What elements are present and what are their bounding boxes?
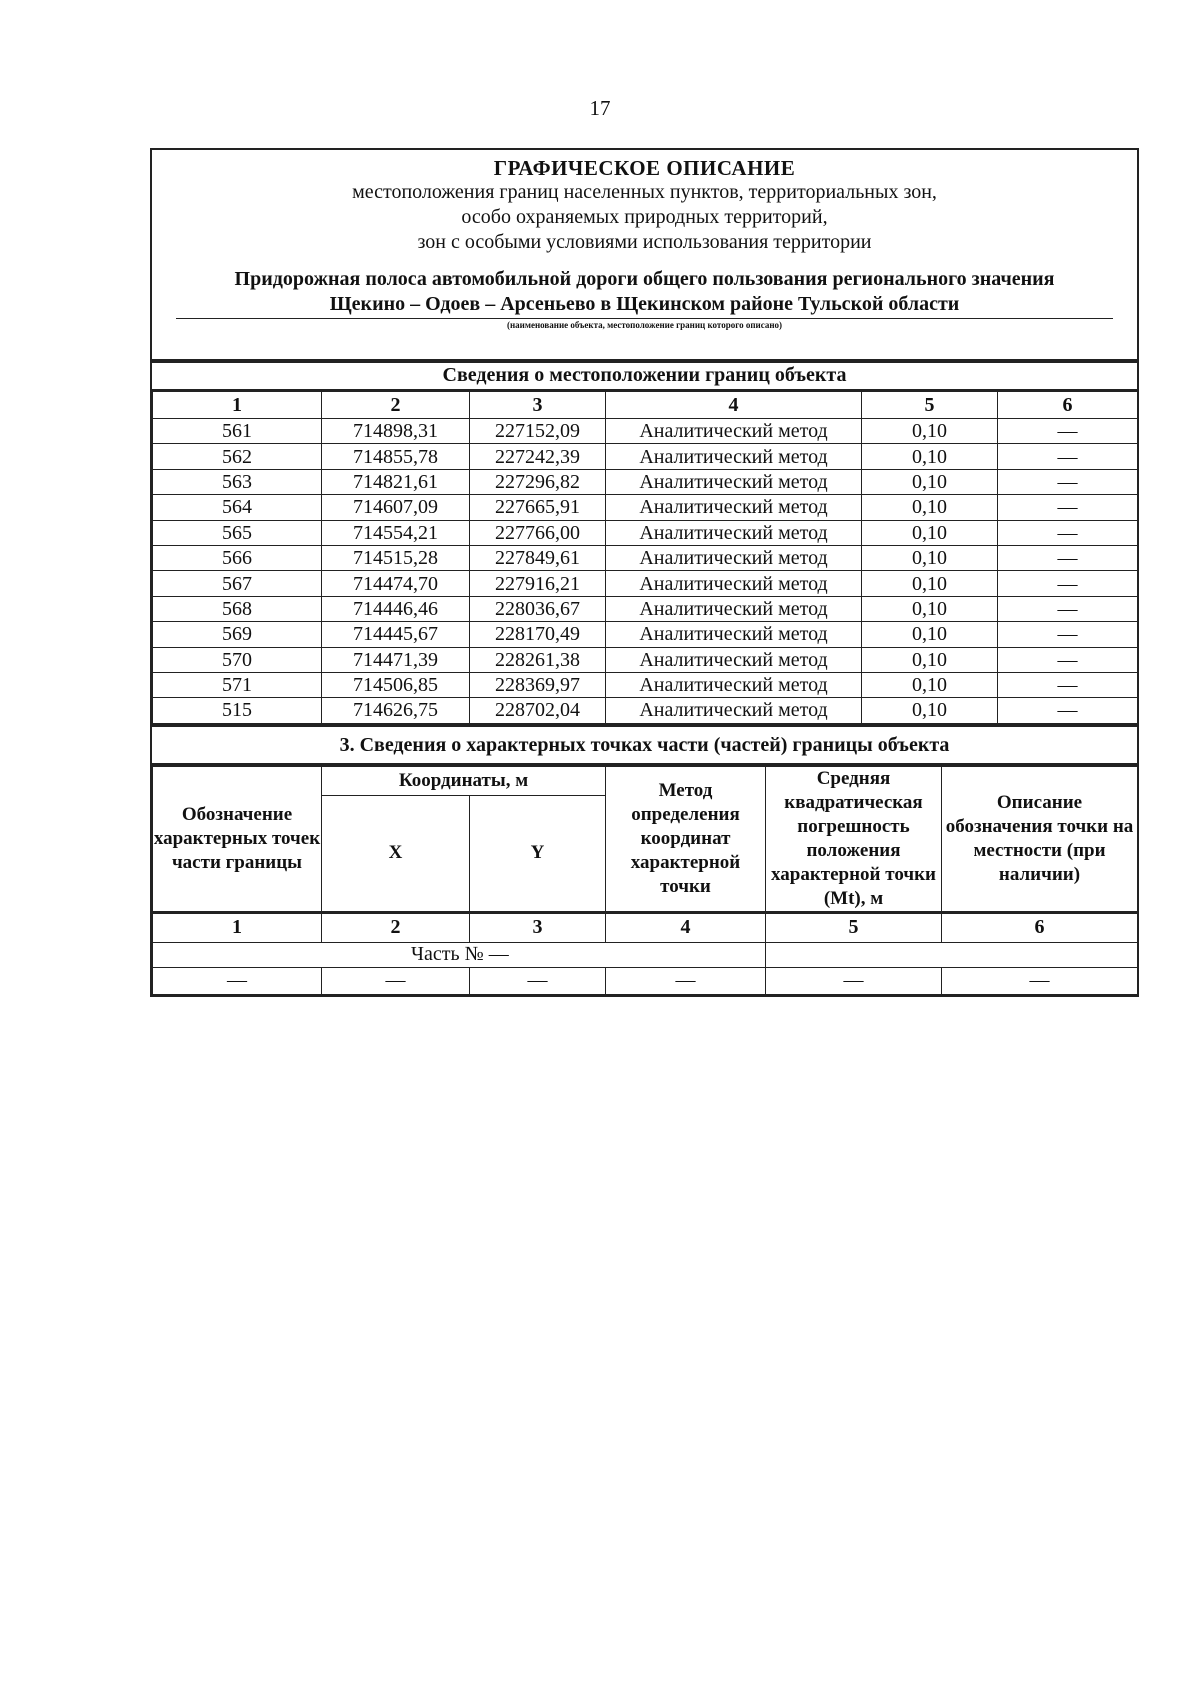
table-row: [153, 596, 1138, 621]
table-cell: Аналитический метод: [606, 419, 862, 444]
table-cell: 228036,67: [470, 596, 606, 621]
table-cell: 228261,38: [470, 647, 606, 672]
table-row: [153, 520, 1138, 545]
column-number: 2: [322, 392, 470, 419]
document-frame: [150, 148, 1139, 997]
object-name-underline: [176, 318, 1113, 319]
table-cell: 515: [153, 698, 322, 723]
part-row-empty: [766, 942, 1138, 967]
table-row: [153, 444, 1138, 469]
table-cell: 564: [153, 495, 322, 520]
table-cell: Аналитический метод: [606, 647, 862, 672]
table-cell: 714607,09: [322, 495, 470, 520]
table-cell: 228170,49: [470, 622, 606, 647]
table-cell: 567: [153, 571, 322, 596]
table-row: [153, 469, 1138, 494]
table-cell: 714474,70: [322, 571, 470, 596]
column-number: 1: [153, 912, 322, 942]
table-cell: —: [998, 647, 1138, 672]
column-number: 6: [998, 392, 1138, 419]
header-coordinates: Координаты, м: [322, 766, 606, 795]
table-cell: —: [766, 967, 942, 994]
table-cell: —: [998, 571, 1138, 596]
column-number: 2: [322, 912, 470, 942]
empty-points-row: [153, 967, 1138, 994]
table-cell: 714445,67: [322, 622, 470, 647]
table-cell: —: [998, 520, 1138, 545]
table-cell: 714515,28: [322, 545, 470, 570]
table-cell: Аналитический метод: [606, 698, 862, 723]
table-cell: 227242,39: [470, 444, 606, 469]
table-cell: 714626,75: [322, 698, 470, 723]
table-cell: Аналитический метод: [606, 545, 862, 570]
table-row: [153, 672, 1138, 697]
table-cell: 0,10: [862, 622, 998, 647]
table-cell: Аналитический метод: [606, 444, 862, 469]
table-cell: Аналитический метод: [606, 469, 862, 494]
table-cell: Аналитический метод: [606, 596, 862, 621]
table-cell: 227665,91: [470, 495, 606, 520]
table-row: [153, 571, 1138, 596]
subtitle-line-1: местоположения границ населенных пунктов, территориальных зон,: [352, 181, 937, 203]
table-cell: 571: [153, 672, 322, 697]
table-cell: —: [470, 967, 606, 994]
column-number: 1: [153, 392, 322, 419]
table-cell: Аналитический метод: [606, 672, 862, 697]
table-cell: 714855,78: [322, 444, 470, 469]
table-cell: —: [153, 967, 322, 994]
object-name-line-1: Придорожная полоса автомобильной дороги общего пользования регионального значения: [234, 268, 1055, 290]
table-cell: 568: [153, 596, 322, 621]
table-cell: —: [606, 967, 766, 994]
header-y: Y: [470, 795, 606, 912]
table-row: [153, 647, 1138, 672]
table-cell: 0,10: [862, 545, 998, 570]
table-row: [153, 545, 1138, 570]
table-cell: —: [998, 469, 1138, 494]
table-cell: 0,10: [862, 520, 998, 545]
table-cell: 566: [153, 545, 322, 570]
table-cell: 714446,46: [322, 596, 470, 621]
part-label: Часть № —: [153, 942, 766, 967]
table-cell: —: [998, 698, 1138, 723]
page-number: 17: [589, 96, 611, 120]
table-cell: —: [998, 622, 1138, 647]
section3-title: 3. Сведения о характерных точках части (частей) границы объекта: [152, 724, 1137, 766]
coordinates-table-body: [153, 392, 1138, 724]
table-cell: Аналитический метод: [606, 622, 862, 647]
table-cell: —: [998, 444, 1138, 469]
header-method: Метод определения координат характерной точки: [606, 766, 766, 912]
column-number: 5: [862, 392, 998, 419]
coordinates-column-numbers: [153, 392, 1138, 419]
table-cell: 714898,31: [322, 419, 470, 444]
table-cell: 0,10: [862, 495, 998, 520]
table-cell: 562: [153, 444, 322, 469]
table-cell: 227152,09: [470, 419, 606, 444]
subtitle-line-3: зон с особыми условиями использования территории: [417, 231, 872, 253]
table-cell: —: [998, 419, 1138, 444]
table-cell: Аналитический метод: [606, 495, 862, 520]
table-cell: 228702,04: [470, 698, 606, 723]
table-cell: 561: [153, 419, 322, 444]
table-cell: 227766,00: [470, 520, 606, 545]
table-row: [153, 698, 1138, 723]
table-cell: 0,10: [862, 596, 998, 621]
column-number: 3: [470, 392, 606, 419]
table-cell: 0,10: [862, 647, 998, 672]
table-row: [153, 622, 1138, 647]
table-row: [153, 495, 1138, 520]
table-cell: 714821,61: [322, 469, 470, 494]
table-row: [153, 419, 1138, 444]
table-cell: 714554,21: [322, 520, 470, 545]
table-cell: 570: [153, 647, 322, 672]
table-cell: 0,10: [862, 469, 998, 494]
header-error: Средняя квадратическая погрешность положения характерной точки (Mt), м: [766, 766, 942, 912]
object-name-line-2: Щекино – Одоев – Арсеньево в Щекинском районе Тульской области: [329, 293, 960, 315]
table-cell: 227916,21: [470, 571, 606, 596]
table-cell: Аналитический метод: [606, 520, 862, 545]
table-cell: —: [322, 967, 470, 994]
column-number: 4: [606, 912, 766, 942]
table-cell: 714471,39: [322, 647, 470, 672]
table-cell: 227849,61: [470, 545, 606, 570]
column-number: 5: [766, 912, 942, 942]
column-number: 3: [470, 912, 606, 942]
header-block: [152, 150, 1137, 361]
table-cell: 0,10: [862, 419, 998, 444]
table-cell: 0,10: [862, 698, 998, 723]
object-caption: (наименование объекта, местоположение границ которого описано): [506, 320, 783, 330]
section3-column-numbers: [153, 912, 1138, 942]
table-cell: 563: [153, 469, 322, 494]
header-x: X: [322, 795, 470, 912]
characteristic-points-table: [152, 766, 1138, 995]
table-cell: Аналитический метод: [606, 571, 862, 596]
table-cell: —: [942, 967, 1138, 994]
coordinates-table: [152, 391, 1138, 724]
header-designation: Обозначение характерных точек части границы: [153, 766, 322, 912]
document-title: ГРАФИЧЕСКОЕ ОПИСАНИЕ: [493, 156, 796, 180]
table-cell: 0,10: [862, 444, 998, 469]
table-cell: 714506,85: [322, 672, 470, 697]
table-cell: 569: [153, 622, 322, 647]
table-cell: 565: [153, 520, 322, 545]
section2-title: Сведения о местоположении границ объекта: [152, 361, 1137, 391]
table-cell: —: [998, 596, 1138, 621]
table-cell: —: [998, 495, 1138, 520]
table-cell: 0,10: [862, 672, 998, 697]
table-cell: —: [998, 672, 1138, 697]
table-cell: 227296,82: [470, 469, 606, 494]
subtitle-line-2: особо охраняемых природных территорий,: [461, 206, 828, 228]
table-cell: —: [998, 545, 1138, 570]
table-cell: 0,10: [862, 571, 998, 596]
table-cell: 228369,97: [470, 672, 606, 697]
header-description: Описание обозначения точки на местности (при наличии): [942, 766, 1138, 912]
column-number: 4: [606, 392, 862, 419]
column-number: 6: [942, 912, 1138, 942]
part-row: [153, 942, 1138, 967]
